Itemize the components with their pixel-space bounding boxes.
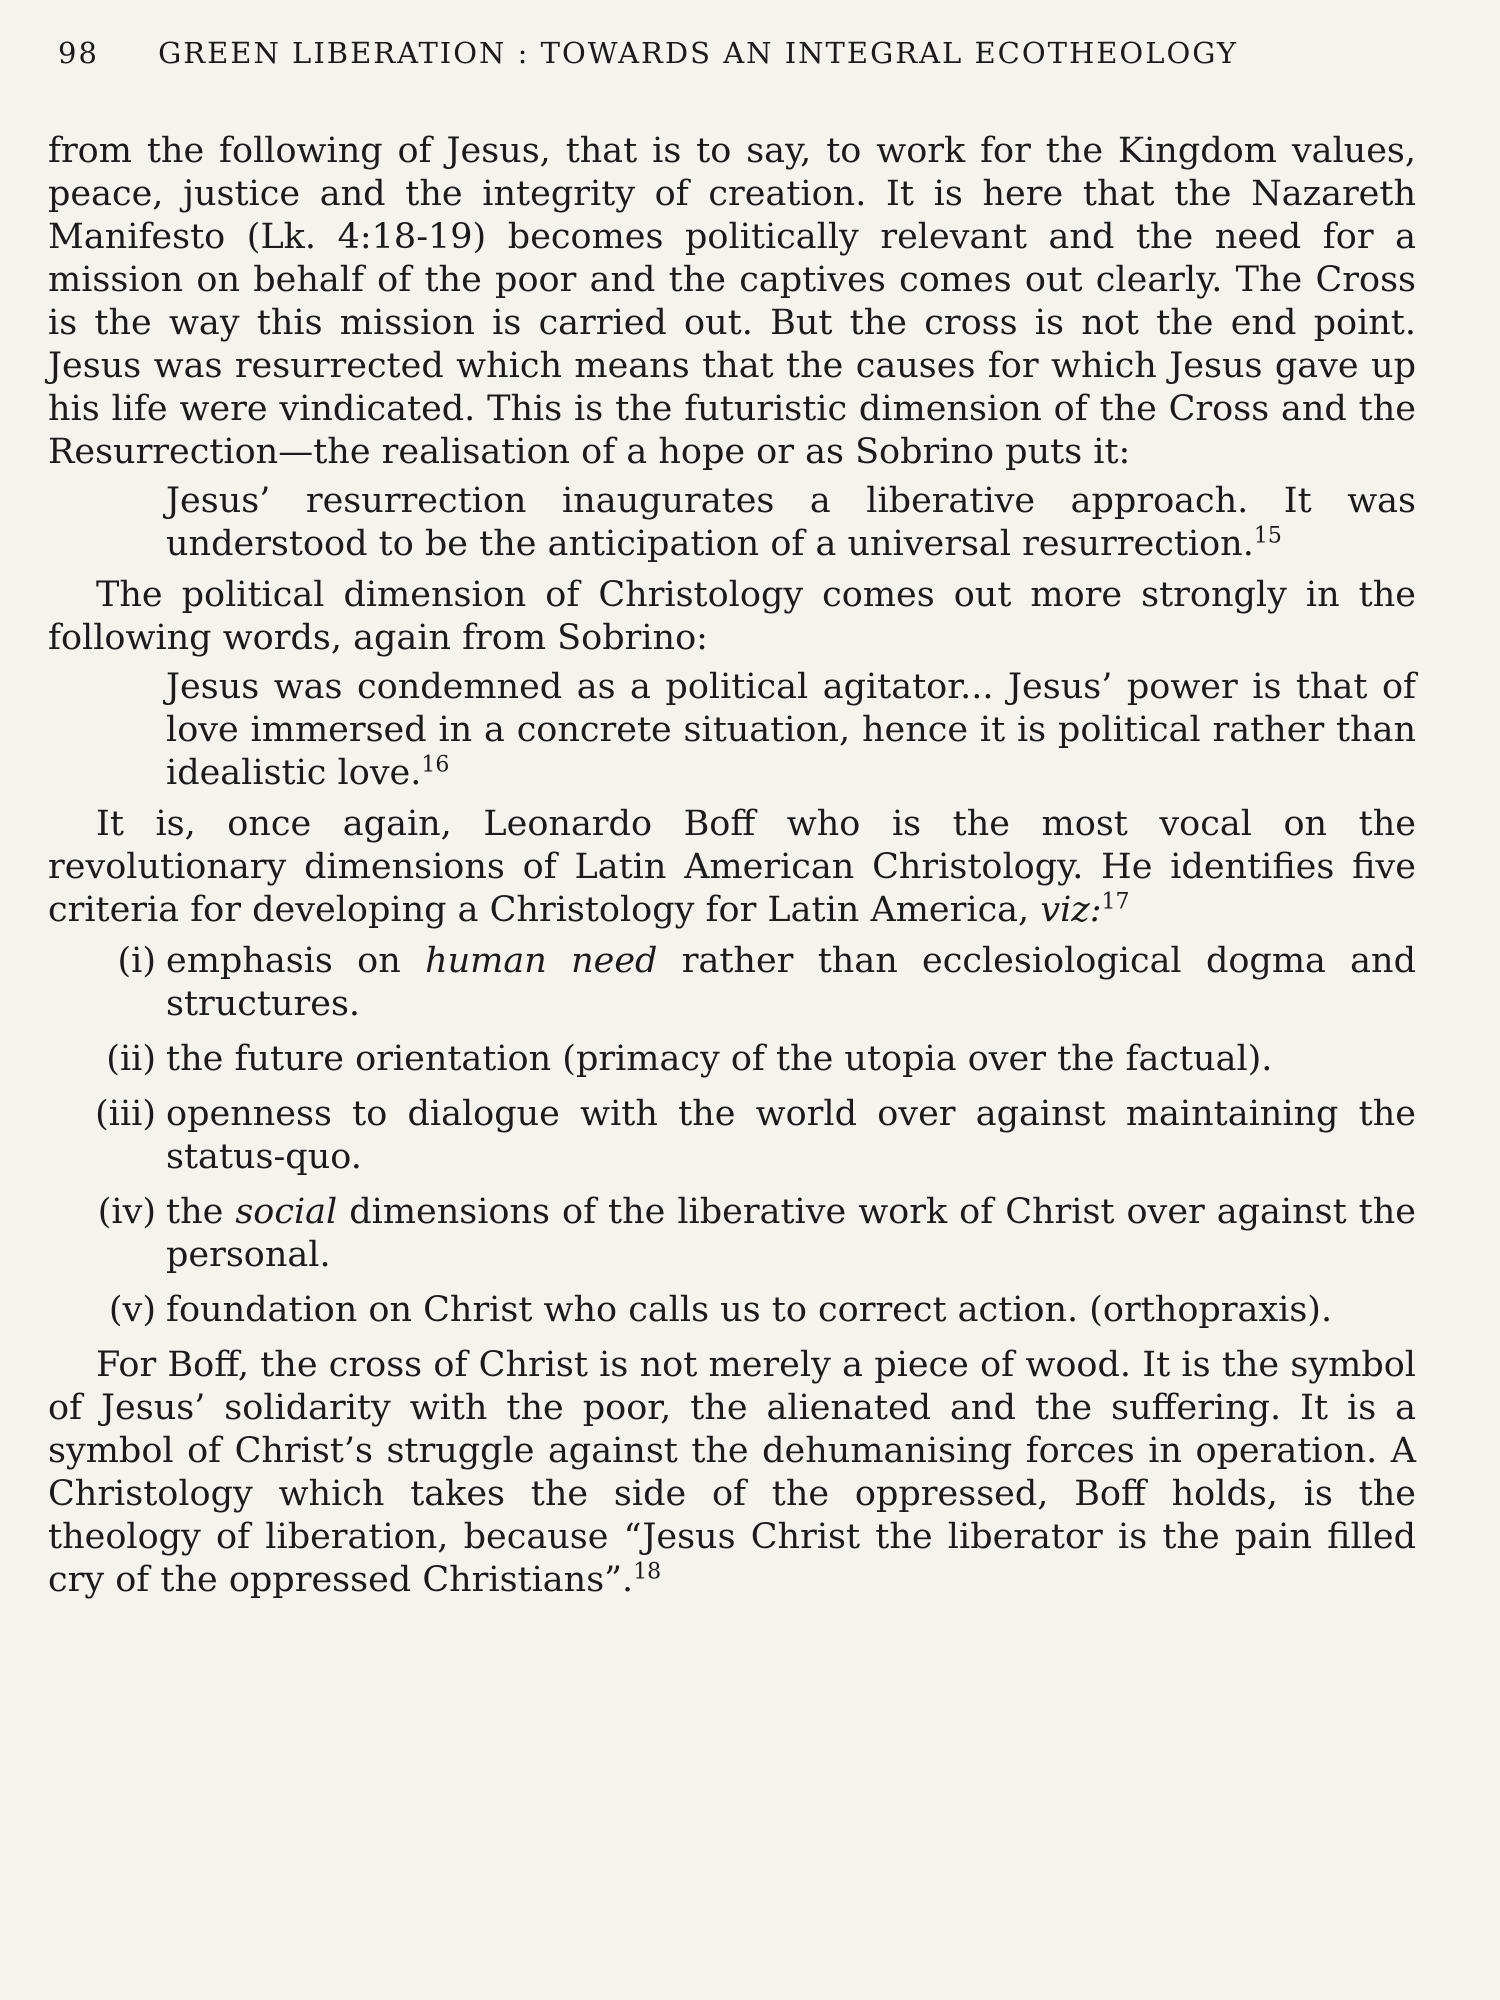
page-number: 98 [58, 36, 99, 70]
footnote-ref-17: 17 [1101, 889, 1130, 915]
list-item-text [166, 940, 1416, 1026]
list-item [48, 1191, 1416, 1277]
list-emphasis: social [235, 1192, 338, 1232]
viz-abbrev: viz: [1040, 890, 1102, 930]
list-text-part: emphasis on [166, 941, 426, 981]
list-item [48, 940, 1416, 1026]
list-item [48, 1289, 1416, 1332]
list-marker: (i) [117, 941, 156, 981]
list-marker: (ii) [106, 1039, 156, 1079]
footnote-ref-16: 16 [421, 752, 450, 778]
footnote-ref-18: 18 [633, 1559, 662, 1585]
page-body [48, 130, 1416, 1602]
list-emphasis: human need [425, 941, 658, 981]
paragraph-4-text: For Boff, the cross of Christ is not merely a piece of wood. It is the symbol of Jesus’ solidarity with the poor, the alienated and the suffering. It is a symbol of Christ’s struggle against the dehumanising forces in operation. A Christology which takes the side of the oppressed, Boff holds, is the theology of liberation, because “Jesus Christ the liberator is the pain filled cry of the oppressed Christians”. [48, 1345, 1416, 1600]
paragraph-3-text: It is, once again, Leonardo Boff who is the most vocal on the revolutionary dimensions of Latin American Christology. He identifies five criteria for developing a Christology for Latin America, [48, 804, 1416, 930]
list-text-part: openness to dialogue with the world over against maintaining the status-quo. [166, 1094, 1416, 1177]
footnote-ref-15: 15 [1253, 523, 1282, 549]
list-marker: (iv) [97, 1192, 156, 1232]
list-item-text [166, 1093, 1416, 1179]
list-marker: (v) [108, 1290, 156, 1330]
list-text-part: the future orientation (primacy of the utopia over the factual). [166, 1039, 1273, 1079]
list-text-part: rather than ecclesiological dogma and structures. [166, 941, 1416, 1024]
list-text-part: dimensions of the liberative work of Christ over against the personal. [166, 1192, 1416, 1275]
paragraph-2: The political dimension of Christology comes out more strongly in the following words, again from Sobrino: [48, 575, 1416, 658]
criteria-list [48, 940, 1416, 1332]
running-header [58, 36, 1420, 70]
list-marker: (iii) [95, 1094, 156, 1134]
list-item [48, 1093, 1416, 1179]
list-item-text [166, 1191, 1416, 1277]
list-item-text [166, 1289, 1416, 1332]
list-text-part: the [166, 1192, 236, 1232]
running-title: GREEN LIBERATION : TOWARDS AN INTEGRAL ECOTHEOLOGY [158, 36, 1239, 70]
paragraph-1: from the following of Jesus, that is to say, to work for the Kingdom values, peace, justice and the integrity of creation. It is here that the Nazareth Manifesto (Lk. 4:18-19) becomes politically relevant and the need for a mission on behalf of the poor and the captives comes out clearly. The Cross is the way this mission is carried out. But the cross is not the end point. Jesus was resurrected which means that the causes for which Jesus gave up his life were vindicated. This is the futuristic dimension of the Cross and the Resurrection—the realisation of a hope or as Sobrino puts it: [48, 131, 1416, 472]
paragraph-3 [48, 803, 1416, 932]
quote-2-text: Jesus was condemned as a political agitator... Jesus’ power is that of love immersed in a concrete situation, hence it is political rather than idealistic love. [166, 667, 1416, 793]
block-quote-2 [166, 666, 1416, 795]
list-item-text [166, 1038, 1416, 1081]
quote-1-text: Jesus’ resurrection inaugurates a liberative approach. It was understood to be the anticipation of a universal resurrection. [166, 481, 1416, 564]
paragraph-4 [48, 1344, 1416, 1602]
list-item [48, 1038, 1416, 1081]
block-quote-1 [166, 480, 1416, 566]
list-text-part: foundation on Christ who calls us to correct action. (orthopraxis). [166, 1290, 1333, 1330]
